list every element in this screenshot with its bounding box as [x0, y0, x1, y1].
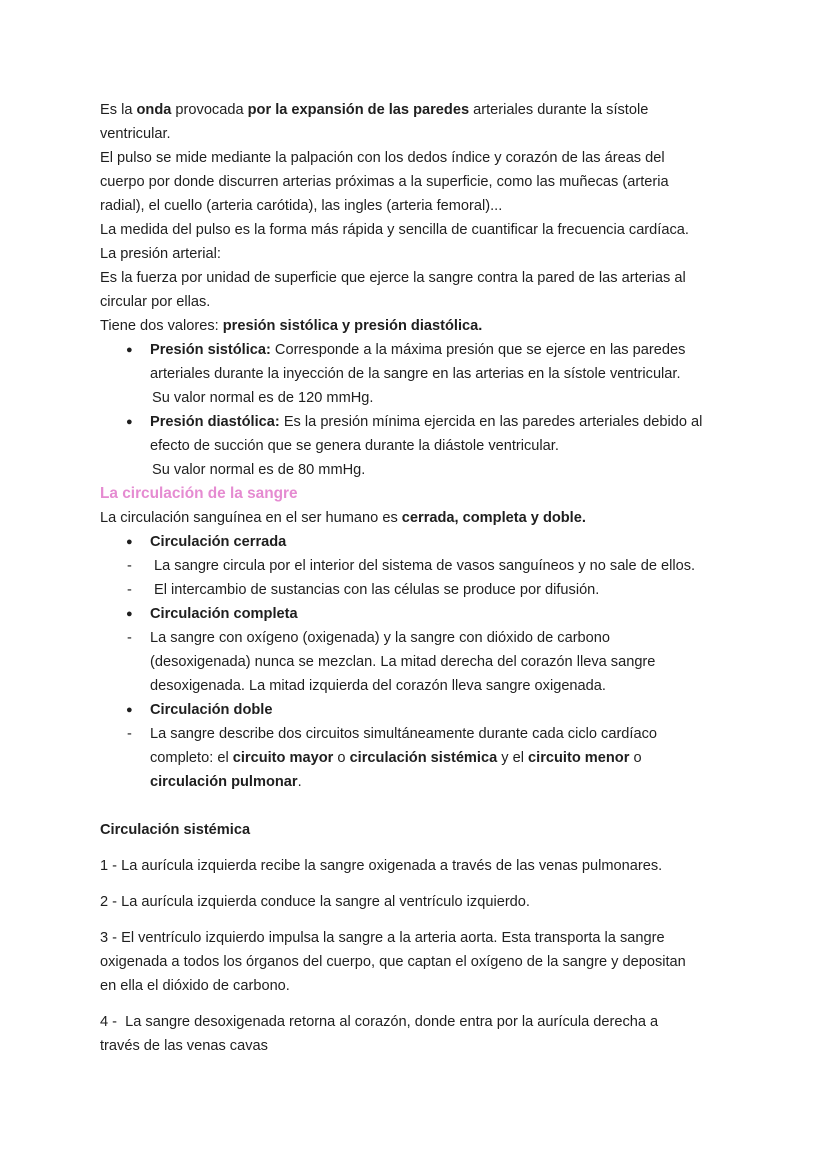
text: (desoxigenada) nunca se mezclan. La mitad derecha del corazón lleva sangre — [150, 654, 656, 670]
text: La presión arterial: — [100, 246, 221, 262]
bullet-item — [100, 410, 740, 434]
text: radial), el cuello (arteria carótida), las ingles (arteria femoral)... — [100, 198, 503, 214]
dash-icon: - — [127, 582, 132, 598]
bullet-icon: ● — [126, 704, 133, 716]
bold-text: presión sistólica y presión diastólica. — [222, 318, 483, 334]
text-line — [100, 926, 740, 950]
text: arteriales durante la sístole — [469, 102, 649, 118]
text: arteriales durante la inyección de la sangre en las arterias en la sístole ventricular. — [150, 366, 681, 382]
bold-text: Circulación cerrada — [150, 534, 287, 550]
text-line — [100, 890, 740, 914]
text-line — [100, 770, 740, 794]
text: Es la — [100, 102, 137, 118]
text: La circulación sanguínea en el ser humano es — [100, 510, 402, 526]
bold-text: Circulación sistémica — [100, 822, 251, 838]
text-line — [100, 386, 740, 410]
text: través de las venas cavas — [100, 1038, 268, 1054]
text: 3 - El ventrículo izquierdo impulsa la sangre a la arteria aorta. Esta transporta la sangre — [100, 930, 665, 946]
bold-text: onda — [136, 102, 172, 118]
bullet-icon: ● — [126, 536, 133, 548]
text-line — [100, 746, 740, 770]
text: El pulso se mide mediante la palpación con los dedos índice y corazón de las áreas del — [100, 150, 665, 166]
text: cuerpo por donde discurren arterias próximas a la superficie, como las muñecas (arteria — [100, 174, 669, 190]
text: o — [333, 750, 350, 766]
bold-text: circulación sistémica — [349, 750, 498, 766]
text-line — [100, 290, 740, 314]
text: en ella el dióxido de carbono. — [100, 978, 290, 994]
text: circular por ellas. — [100, 294, 211, 310]
dash-item — [100, 626, 740, 650]
bold-text: circuito mayor — [232, 750, 334, 766]
bold-text: Presión diastólica: — [150, 414, 280, 430]
text: o — [629, 750, 642, 766]
dash-item — [100, 578, 740, 602]
text: El intercambio de sustancias con las células se produce por difusión. — [154, 582, 600, 598]
text: La circulación de la sangre — [100, 485, 298, 502]
text: provocada — [171, 102, 248, 118]
bullet-icon: ● — [126, 416, 133, 428]
bold-text: Presión sistólica: — [150, 342, 271, 358]
bullet-icon: ● — [126, 344, 133, 356]
dash-icon: - — [127, 630, 132, 646]
text-line — [100, 98, 740, 122]
text-line — [100, 362, 740, 386]
text: La sangre describe dos circuitos simultáneamente durante cada ciclo cardíaco — [150, 726, 658, 742]
dash-item — [100, 722, 740, 746]
text: y el — [497, 750, 529, 766]
text-line — [100, 242, 740, 266]
text: La sangre con oxígeno (oxigenada) y la sangre con dióxido de carbono — [150, 630, 611, 646]
bullet-item — [100, 530, 740, 554]
text: oxigenada a todos los órganos del cuerpo, que captan el oxígeno de la sangre y depositan — [100, 954, 686, 970]
bold-text: cerrada, completa y doble. — [401, 510, 586, 526]
text: ventricular. — [100, 126, 171, 142]
text-line — [100, 1010, 740, 1034]
text-line — [100, 314, 740, 338]
bold-text: circuito menor — [528, 750, 630, 766]
bullet-item — [100, 602, 740, 626]
text: Es la fuerza por unidad de superficie que ejerce la sangre contra la pared de las arterias al — [100, 270, 686, 286]
section-heading — [100, 482, 740, 506]
text-line — [100, 854, 740, 878]
bold-text: Circulación completa — [150, 606, 298, 622]
bullet-item — [100, 698, 740, 722]
bold-text: por la expansión de las paredes — [247, 102, 470, 118]
text: desoxigenada. La mitad izquierda del corazón lleva sangre oxigenada. — [150, 678, 606, 694]
dash-item — [100, 554, 740, 578]
text-line — [100, 818, 740, 842]
text: Tiene dos valores: — [100, 318, 223, 334]
text-line — [100, 950, 740, 974]
dash-icon: - — [127, 558, 132, 574]
text-line — [100, 170, 740, 194]
bold-text: Circulación doble — [150, 702, 273, 718]
text: . — [297, 774, 302, 790]
text-line — [100, 218, 740, 242]
text-line — [100, 458, 740, 482]
text: Su valor normal es de 120 mmHg. — [152, 390, 374, 406]
text-line — [100, 266, 740, 290]
text-line — [100, 1034, 740, 1058]
text: Es la presión mínima ejercida en las paredes arteriales debido al — [279, 414, 703, 430]
document-body — [100, 98, 740, 1058]
text-line — [100, 506, 740, 530]
text: La medida del pulso es la forma más rápida y sencilla de cuantificar la frecuencia cardíaca. — [100, 222, 689, 238]
text: Corresponde a la máxima presión que se ejerce en las paredes — [270, 342, 686, 358]
text: completo: el — [150, 750, 233, 766]
text-line — [100, 650, 740, 674]
text-line — [100, 122, 740, 146]
text-line — [100, 674, 740, 698]
text: 1 - La aurícula izquierda recibe la sangre oxigenada a través de las venas pulmonares. — [100, 858, 663, 874]
text-line — [100, 434, 740, 458]
text: 2 - La aurícula izquierda conduce la sangre al ventrículo izquierdo. — [100, 894, 530, 910]
text: 4 - La sangre desoxigenada retorna al corazón, donde entra por la aurícula derecha a — [100, 1014, 659, 1030]
text-line — [100, 146, 740, 170]
text-line — [100, 974, 740, 998]
bullet-item — [100, 338, 740, 362]
bold-text: circulación pulmonar — [150, 774, 298, 790]
dash-icon: - — [127, 726, 132, 742]
text: La sangre circula por el interior del sistema de vasos sanguíneos y no sale de ellos. — [154, 558, 696, 574]
text: efecto de succión que se genera durante la diástole ventricular. — [150, 438, 559, 454]
bullet-icon: ● — [126, 608, 133, 620]
text: Su valor normal es de 80 mmHg. — [152, 462, 366, 478]
text-line — [100, 194, 740, 218]
